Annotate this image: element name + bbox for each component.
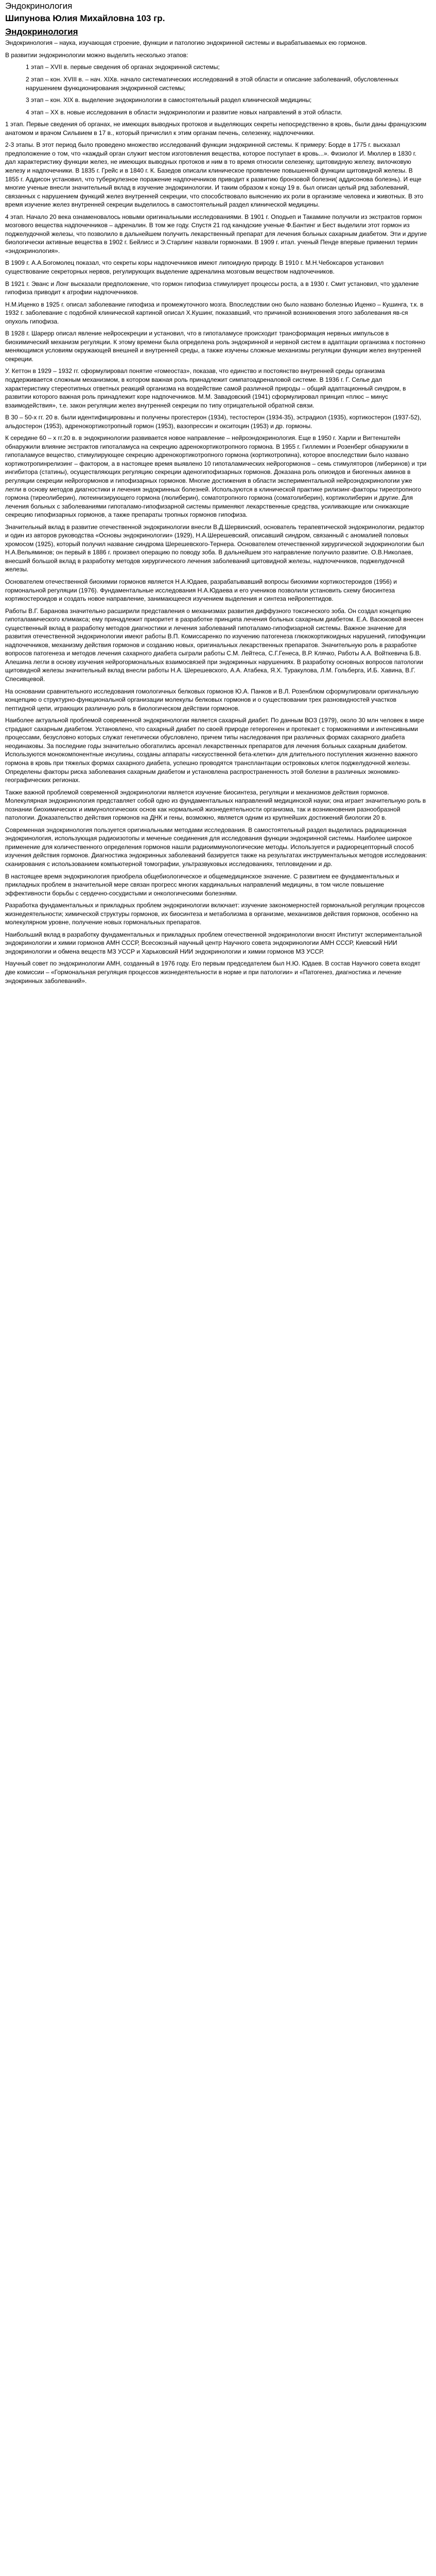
- body-paragraph: К середине 60 – х гг.20 в. в эндокринологии развивается новое направление – нейроэндокринология. Еще в 1950 г. Харли и Вигтенштейн обнаружили влияние экстрактов гипоталамуса на секрецию адренокортикотропного гормона. В 1955 г. Гиллемин и Розенберг обнаружили в гипоталамусе вещество, стимулирующее секрецию адренокортикотропного гормона (кортикотропина), которое впоследствии было названо кортикотропинрелизинг – фактором, а в настоящее время выявлено 10 гипоталамических нейрогормонов – семь стимуляторов (либеринов) и три ингибитора (статины), осуществляющих регуляцию секреции аденогипофизарных гормонов. Доказана роль опиоидов и биогенных аминов в регуляции секреции нейрогормонов и гипофизарных гормонов. Многие достижения в области экспериментальной нейроэндокринологии уже легли в основу методов диагностики и лечения эндокринных болезней. Используются в клинической практике рилизинг-факторы тиреотропного гормона (тиреолиберин), лютеинизирующего гормона (люлиберин), соматотропного гормона (соматолиберин), кортиколиберин и другие. Для лечения больных с заболеваниями гипоталамо-гипофизарной системы применяют лекарственные средства, усиливающие или снижающие секрецию гипофизарных гормонов, а также препараты тропных гормонов гипофиза.: [5, 434, 427, 519]
- body-paragraph: На основании сравнительного исследования гомологичных белковых гормонов Ю.А. Панков и В.Л. Розенблюм сформулировали оригинальную концепцию о структурно-функциональной организации молекулы белковых гормонов и о существовании трех разновидностей участков пептидной цепи, играющих различную роль в биологическом действии гормонов.: [5, 687, 419, 712]
- section-heading: Эндокринология: [5, 26, 78, 37]
- body-paragraph: Работы В.Г. Баранова значительно расширили представления о механизмах развития диффузного токсического зоба. Он создал концепцию гипоталамического климакса; ему принадлежит приоритет в разработке принципа лечения больных сахарным диабетом. Е.А. Васюковой внесен существенный вклад в разработку методов диагностики и лечения заболеваний гипоталамо-гипофизарной системы. Важное значение для развития отечественной эндокринологии имеют работы В.П. Комиссаренко по изучению патогенеза глюкокортикоидных нарушений, гипофункции надпочечников, механизму действия гормонов и созданию новых, оригинальных лекарственных препаратов. Значительную роль в разработке вопросов патогенеза и методов лечения сахарного диабета сыграли работы С.М. Лейтеса, С.Г.Генеса, В.Р. Клячко, Работы А.А. Войткевича Б.В. Алешина легли в основу изучения нейрогормональных взаимосвязей при эндокринных нарушениях. В разработку основных вопросов патологии щитовидной железы значительный вклад внесли работы Н.А. Шерешевского, А.А. Атабека, Я.Х. Туракулова, Л.М. Гольберга, И.Б. Хавина, В.Г. Спесивцевой.: [5, 607, 426, 683]
- stage-item: 4 этап – XX в. новые исследования в области эндокринологии и развитие новых направлений в этой области.: [26, 108, 343, 116]
- document-page: [0, 0, 432, 994]
- body-paragraph: 1 этап. Первые сведения об органах, не имеющих выводных протоков и выделяющих секреты непосредственно в кровь, были даны французским анатомом и врачом Сильвием в 17 в., который причислил к этим органам печень, селезенку, надпочечники.: [5, 121, 427, 137]
- body-paragraph: Н.М.Иценко в 1925 г. описал заболевание гипофиза и промежуточного мозга. Впоследствии оно было названо болезнью Иценко – Кушинга, т.к. в 1932 г. заболевание с подобной клинической картиной описал Х.Кушинг, показавший, что причиной возникновения этого заболевания яв-ся опухоль гипофиза.: [5, 300, 424, 325]
- document-author: Шипунова Юлия Михайловна 103 гр.: [5, 13, 165, 23]
- document-title: Эндокринология: [5, 1, 73, 11]
- stage-item: 1 этап – XVII в. первые сведения об органах эндокринной системы;: [26, 63, 220, 71]
- body-paragraph: В 30 – 50-х гг. 20 в. были идентифицированы и получены прогестерон (1934), тестостерон (1934-35), эстрадиол (1935), кортикостерон (1937-52), альдостерон (1953), адренокортикотропный гормон (1953), вазопрессин и окситоцин (1953) и др. гормоны.: [5, 414, 422, 430]
- body-paragraph: У. Кеттон в 1929 – 1932 гг. сформулировал понятие «гомеостаз», показав, что единство и постоянство внутренней среды организма поддерживается сложным механизмом, в котором важная роль принадлежит симпатоадреналовой системе. В 1936 г. Г. Селье дал характеристику стереотипных ответных реакций организма на воздействие самой различной природы – общий адаптационный синдром, в развитии которого важная роль принадлежит коре надпочечников. М.М. Завадовский (1941) сформулировал принцип «плюс – минус взаимодействия», т.е. закон регуляции желез внутренней секреции по типу отрицательной обратной связи.: [5, 367, 406, 409]
- stage-item: 2 этап – кон. XVIII в. – нач. XIXв. начало систематических исследований в этой области и описание заболеваний, обусловленных нарушением функционирования эндокринной системы;: [26, 76, 398, 92]
- body-paragraph: Наибольший вклад в разработку фундаментальных и прикладных проблем отечественной эндокринологии вносят Институт экспериментальной эндокринологии и химии гормонов АМН СССР, Всесоюзный научный центр Научного совета эндокринологии АМН СССР, Киевский НИИ эндокринологии и обмена веществ МЗ УССР и Харьковский НИИ эндокринологии и химии гормонов МЗ УССР.: [5, 930, 422, 955]
- body-paragraph: Наиболее актуальной проблемой современной эндокринологии является сахарный диабет. По данным ВОЗ (1979), около 30 млн человек в мире страдают сахарным диабетом. Установлено, что сахарный диабет по своей природе гетерогенен и протекает с торможениями и интенсивными процессами, безусловно которых служат генетически обусловлено, причем типы наследования при различных формах сахарного диабета неодинаковы. За последние годы значительно обогатились арсенал лекарственных препаратов для лечения больных сахарным диабетом. Используются монокомпонентные инсулины, созданы аппараты «искусственной бета-клетки» для длительного поступления жизненно важного гормона в кровь при тяжелых формах сахарного диабета, успешно проводятся трансплантации островковых клеток поджелудочной железы. Определены факторы риска заболевания сахарным диабетом и установлена распространенность этой болезни в различных экономико-географических регионах.: [5, 717, 425, 784]
- body-paragraph: В 1921 г. Эванс и Лонг высказали предположение, что гормон гипофиза стимулирует процессы роста, а в 1930 г. Смит установил, что удаление гипофиза приводит к атрофии надпочечников.: [5, 280, 419, 296]
- body-paragraph: Научный совет по эндокринологии АМН, созданный в 1976 году. Его первым председателем был Н.Ю. Юдаев. В состав Научного совета входят две комиссии – «Гормональная регуляция процессов жизнедеятельности в норме и при патологии» и «Патогенез, диагностика и лечение эндокринных заболеваний».: [5, 960, 421, 985]
- body-paragraph: Основателем отечественной биохимии гормонов является Н.А.Юдаев, разрабатывавший вопросы биохимии кортикостероидов (1956) и гормональной регуляции (1976). Фундаментальные исследования Н.А.Юдаева и его учеников позволили установить схему биосинтеза кортикостероидов и создать новое направление, занимающееся изучением выделения и синтеза нейропептидов.: [5, 578, 397, 603]
- body-paragraph: Значительный вклад в развитие отечественной эндокринологии внесли В.Д.Шервинский, основатель терапевтической эндокринологии, редактор и один из авторов руководства «Основы эндокринологии» (1929), Н.А.Шерешевский, описавший синдром, связанный с аномалией половых хромосом (1925), который получил название синдрома Шерешевского-Тернера. Основателем отечественной хирургической эндокринологии был Н.А.Вельяминов; он первый в 1886 г. произвел операцию по поводу зоба. В дальнейшем это направление получило развитие. О.В.Николаев, внесший большой вклад в разработку методов хирургического лечения заболеваний щитовидной железы, надпочечников, поджелудочной железы.: [5, 523, 425, 573]
- body-paragraph: Современная эндокринология пользуется оригинальными методами исследования. В самостоятельный раздел выделилась радиационная эндокринология, использующая радиоизотопы и меченые соединения для исследования функции эндокринной системы. Наиболее широкое применение для количественного определения гормонов нашли радиоиммунологические методы. Используется и радиорецепторный способ изучения действия гормонов. Диагностика эндокринных заболеваний базируется также на результатах инструментальных методов исследования: сканирования с использованием компьютерной томографии, ультразвуковых исследованиях, тепловидении и др.: [5, 826, 427, 868]
- body-paragraph: В 1909 г. А.А.Богомолец показал, что секреты коры надпочечников имеют липоидную природу. В 1910 г. М.Н.Чебоксаров установил существование секреторных нервов, регулирующих выделение адреналина мозговым веществом надпочечников.: [5, 259, 384, 275]
- intro-stages-lead: В развитии эндокринологии можно выделить несколько этапов:: [5, 51, 188, 59]
- body-paragraph: В настоящее время эндокринология приобрела общебиологическое и общемедицинское значение. С развитием ее фундаментальных и прикладных проблем в значительной мере связан прогресс многих кардинальных направлений медицины, в том числе повышение эффективности борьбы с сердечно-сосудистыми и онкологическими болезнями.: [5, 872, 399, 897]
- intro-definition: Эндокринология – наука, изучающая строение, функции и патологию эндокринной системы и вырабатываемых ею гормонов.: [5, 39, 367, 47]
- stage-item: 3 этап – кон. XIX в. выделение эндокринологии в самостоятельный раздел клинической медицины;: [26, 96, 312, 104]
- body-paragraph: В 1928 г. Шарерр описал явление нейросекреции и установил, что в гипоталамусе происходит трансформация нервных импульсов в биохимический механизм регуляции. К этому времени была определена роль эндокринной и нервной систем в адаптации организма к постоянно меняющимся условиям окружающей внешней и внутренней среды, а также изучены сложные механизмы регуляции функции желез внутренней секреции.: [5, 330, 426, 363]
- body-paragraph: Также важной проблемой современной эндокринологии является изучение биосинтеза, регуляции и механизмов действия гормонов. Молекулярная эндокринология представляет собой одно из фундаментальных направлений медицинской науки; она играет значительную роль в познании биохимических и иммунологических основ как нормальной жизнедеятельности организма, так и возникновения разнообразной патологии. Доказательство действия гормонов на ДНК и гены, возможно, является одним из крупнейших достижений биологии 20 в.: [5, 788, 426, 822]
- body-paragraph: 4 этап. Начало 20 века ознаменовалось новыми оригинальными исследованиями. В 1901 г. Оподьеп и Такамине получили из экстрактов гормон мозгового вещества надпочечников – адреналин. В том же году. Спустя 21 год канадские ученые Ф.Бантинг и Бест выделили этот гормон из поджелудочной железы, что позволило в дальнейшем получить лекарственный препарат для лечения больных сахарным диабетом. Эти и другие биологически активные вещества в 1902 г. Бейлисс и Э.Старлинг назвали гормонами. В 1909 г. итал. ученый Пенде впервые применил термин «эндокринология».: [5, 213, 427, 255]
- body-paragraph: Разработка фундаментальных и прикладных проблем эндокринологии включает: изучение закономерностей гормональной регуляции процессов жизнедеятельности; химической структуры гормонов, их биосинтеза и метаболизма в организме, механизмов действия гормонов, особенно на молекулярном уровне, получение новых гормональных препаратов.: [5, 902, 425, 926]
- body-paragraph: 2-3 этапы. В этот период было проведено множество исследований функции эндокринной системы. К примеру: Борде в 1775 г. высказал предположение о том, что «каждый орган служит местом изготовления вещества, которое поступает в кровь...». Физиолог И. Мюллер в 1830 г. дал характеристику функции желез, не имеющих выводных протоков и ним в то время относили селезенку, щитовидную железу, вилочковую железу и надпочечники. В 1835 г. Грейс и в 1840 г. К. Базедов описали клиническое проявление повышенной функции щитовидной железы. В 1855 г. Аддисон установил, что туберкулезное поражение надпочечников приводит к развитию бронзовой болезни( аддисонова болезнь). И еще многие ученые внесли значительный вклад в изучение эндокринологии. И таким образом к концу 19 в. был описан целый ряд заболеваний, связанных с нарушением функций желез внутренней секреции, что способствовало выяснению их роли в организме человека и животных. В это время изучение желез внутренней секреции выделилось в самостоятельный раздел клинической медицины.: [5, 141, 424, 209]
